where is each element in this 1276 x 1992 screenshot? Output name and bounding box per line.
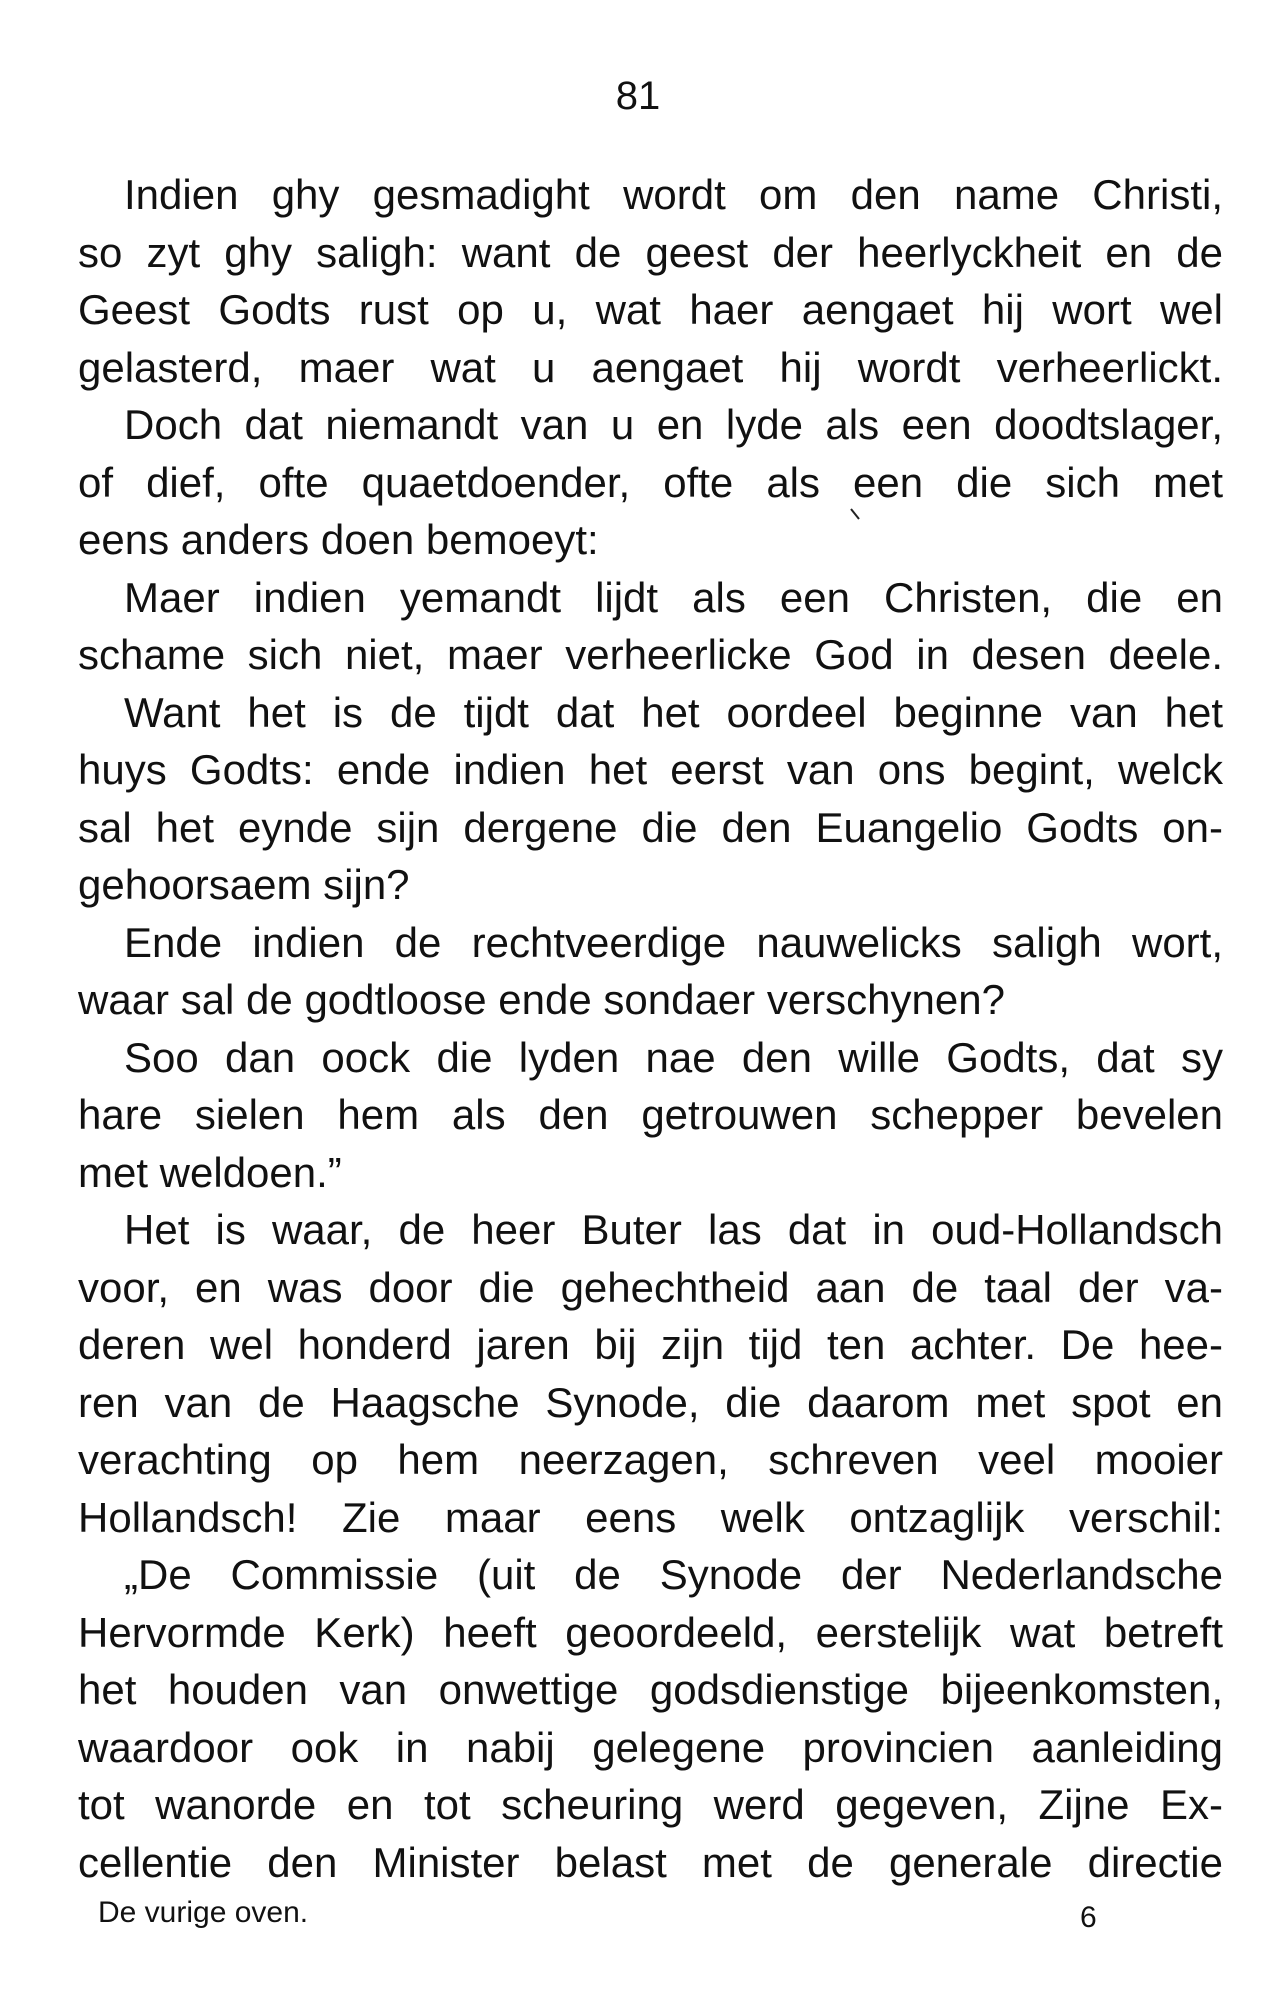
text-line: eens anders doen bemoeyt:: [78, 516, 599, 563]
text-line: waar sal de godtloose ende sondaer verschynen?: [78, 976, 1005, 1023]
text-line: Ende indien de rechtveerdige nauwelicks saligh wort,: [124, 918, 1223, 966]
text-line: Hervormde Kerk) heeft geoordeeld, eerstelijk wat betreft: [78, 1608, 1223, 1656]
text-line: met weldoen.”: [78, 1148, 342, 1196]
text-line: Geest Godts rust op u, wat haer aengaet hij wort wel: [78, 286, 1223, 333]
text-line: voor, en was door die gehechtheid aan de taal der va-: [78, 1263, 1223, 1311]
page-number: 81: [615, 74, 661, 118]
sheet-number: 6: [1080, 1901, 1097, 1934]
text-line: of dief, ofte quaetdoender, ofte als een die sich met: [78, 458, 1223, 506]
text-line: sal het eynde sijn dergene die den Euangelio Godts on-: [78, 803, 1223, 851]
text-line: hare sielen hem als den getrouwen schepper bevelen: [78, 1091, 1223, 1138]
text-line: deren wel honderd jaren bij zijn tijd ten achter. De hee-: [78, 1321, 1223, 1368]
text-line: cellentie den Minister belast met de generale directie: [78, 1838, 1223, 1886]
text-line: Soo dan oock die lyden nae den wille Godts, dat sy: [124, 1033, 1223, 1081]
text-line: Want het is de tijdt dat het oordeel beginne van het: [124, 688, 1223, 736]
signature-mark: De vurige oven.: [98, 1896, 309, 1929]
text-line: huys Godts: ende indien het eerst van ons begint, welck: [78, 746, 1223, 793]
body-text: [78, 166, 1223, 1891]
text-line: so zyt ghy saligh: want de geest der heerlyckheit en de: [78, 228, 1223, 276]
text-line: verachting op hem neerzagen, schreven veel mooier: [78, 1436, 1223, 1483]
text-line: Hollandsch! Zie maar eens welk ontzaglijk verschil:: [78, 1493, 1223, 1541]
text-line: „De Commissie (uit de Synode der Nederlandsche: [124, 1551, 1223, 1598]
text-line: het houden van onwettige godsdienstige bijeenkomsten,: [78, 1666, 1223, 1713]
text-line: gelasterd, maer wat u aengaet hij wordt verheerlickt.: [78, 343, 1223, 391]
text-line: Indien ghy gesmadight wordt om den name Christi,: [124, 171, 1223, 218]
text-line: Doch dat niemandt van u en lyde als een doodtslager,: [124, 401, 1223, 448]
text-line: ren van de Haagsche Synode, die daarom met spot en: [78, 1378, 1223, 1426]
text-line: gehoorsaem sijn?: [78, 861, 410, 908]
text-line: schame sich niet, maer verheerlicke God in desen deele.: [78, 631, 1223, 678]
text-line: waardoor ook in nabij gelegene provincien aanleiding: [78, 1723, 1223, 1771]
text-line: tot wanorde en tot scheuring werd gegeven, Zijne Ex-: [78, 1781, 1223, 1828]
print-mark-speck: [850, 508, 860, 520]
text-line: Het is waar, de heer Buter las dat in oud-Hollandsch: [124, 1206, 1223, 1253]
text-line: Maer indien yemandt lijdt als een Christen, die en: [124, 573, 1223, 621]
